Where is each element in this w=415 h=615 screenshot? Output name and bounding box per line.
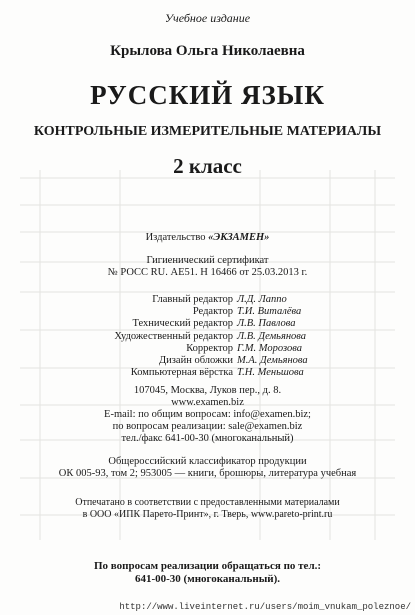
credit-name: М.А. Демьянова xyxy=(237,355,308,367)
website: www.examen.biz xyxy=(171,397,244,408)
product-classifier xyxy=(0,456,415,480)
printing-line-1: Отпечатано в соответствии с предоставленными материалами xyxy=(75,497,340,508)
hygiene-certificate xyxy=(0,255,415,279)
classifier-code: ОК 005-93, том 2; 953005 — книги, брошюры, литература учебная xyxy=(58,468,357,479)
phone-fax: тел./факс 641-00-30 (многоканальный) xyxy=(121,433,294,444)
certificate-title: Гигиенический сертификат xyxy=(146,255,269,266)
credit-row xyxy=(0,306,415,318)
credit-row xyxy=(0,294,415,306)
sales-contact xyxy=(0,560,415,586)
credit-row xyxy=(0,331,415,343)
credits-list xyxy=(0,294,415,379)
credit-role: Редактор xyxy=(192,306,233,318)
watermark-url: http://www.liveinternet.ru/users/moim_vnukam_poleznoe/ xyxy=(119,602,411,612)
publisher-label: Издательство xyxy=(145,232,206,243)
credit-role: Художественный редактор xyxy=(114,330,233,342)
contact-line-2: 641-00-30 (многоканальный). xyxy=(134,573,281,585)
publisher-line xyxy=(0,232,415,243)
credit-role: Главный редактор xyxy=(152,294,233,305)
printing-info xyxy=(0,497,415,521)
credit-name: Т.Н. Меньшова xyxy=(237,367,304,379)
edition-label: Учебное издание xyxy=(164,11,251,25)
certificate-number: № РОСС RU. АЕ51. Н 16466 от 25.03.2013 г. xyxy=(107,267,308,278)
publisher-name: «ЭКЗАМЕН» xyxy=(208,232,270,243)
book-subtitle: КОНТРОЛЬНЫЕ ИЗМЕРИТЕЛЬНЫЕ МАТЕРИАЛЫ xyxy=(33,124,382,139)
classifier-title: Общероссийский классификатор продукции xyxy=(108,456,307,467)
contact-line-1: По вопросам реализации обращаться по тел.: xyxy=(93,560,322,572)
credit-role: Компьютерная вёрстка xyxy=(130,367,233,379)
postal-address: 107045, Москва, Луков пер., д. 8. xyxy=(133,385,282,396)
book-title: РУССКИЙ ЯЗЫК xyxy=(90,80,325,110)
credit-row xyxy=(0,343,415,355)
credit-row xyxy=(0,355,415,367)
publisher-address xyxy=(0,385,415,445)
credit-name: Л.Д. Лаппо xyxy=(237,294,287,305)
credit-role: Корректор xyxy=(186,342,233,354)
credit-row xyxy=(0,318,415,330)
credit-name: Т.И. Виталёва xyxy=(237,306,302,318)
author-name: Крылова Ольга Николаевна xyxy=(110,43,305,59)
printing-line-2: в ООО «ИПК Парето-Принт», г. Тверь, www.pareto-print.ru xyxy=(82,509,333,520)
credit-role: Дизайн обложки xyxy=(159,355,233,367)
email-sales: по вопросам реализации: sale@examen.biz xyxy=(112,421,303,432)
grade-label: 2 класс xyxy=(173,154,242,178)
credit-role: Технический редактор xyxy=(132,318,233,330)
email-general: E-mail: по общим вопросам: info@examen.biz; xyxy=(104,409,311,420)
credit-name: Г.М. Морозова xyxy=(237,342,302,354)
credit-name: Л.В. Павлова xyxy=(237,318,296,330)
credit-row xyxy=(0,367,415,379)
credit-name: Л.В. Демьянова xyxy=(237,330,307,342)
